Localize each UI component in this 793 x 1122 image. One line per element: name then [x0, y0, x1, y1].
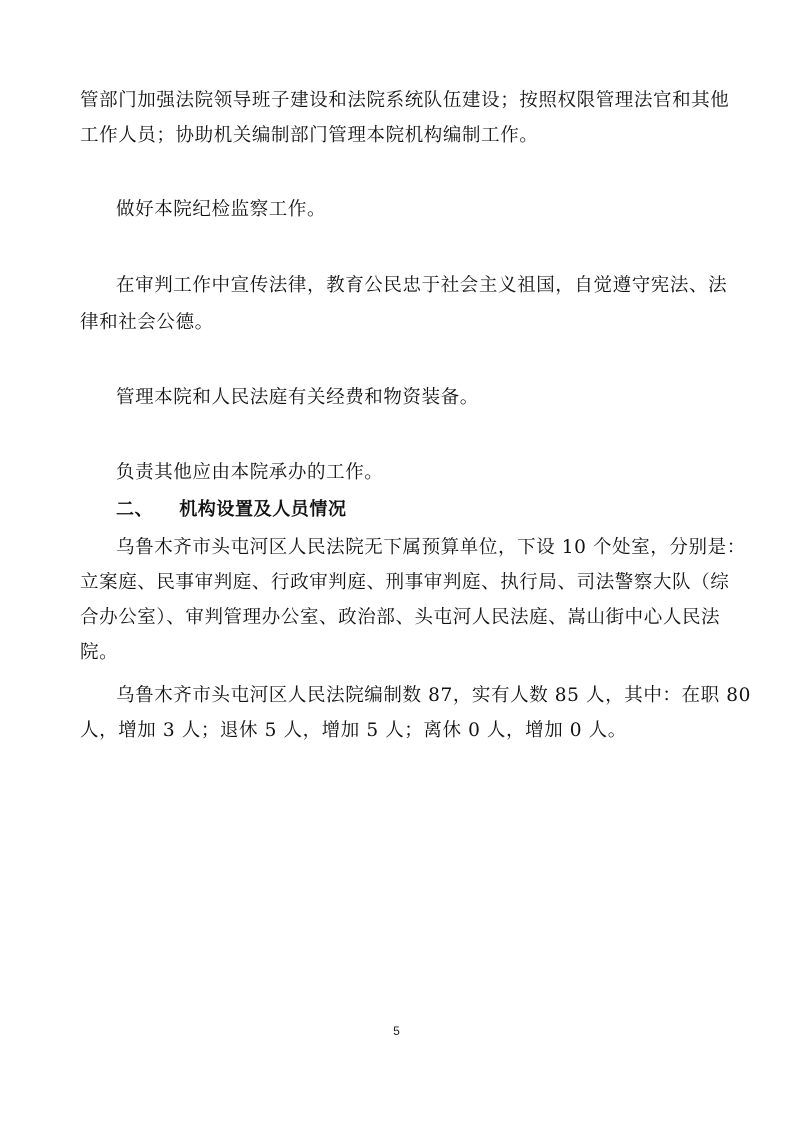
section-heading	[116, 498, 347, 522]
paragraph-line: 管部门加强法院领导班子建设和法院系统队伍建设；按照权限管理法官和其他	[80, 90, 730, 111]
paragraph-line: 乌鲁木齐市头屯河区人民法院无下属预算单位，下设 10 个处室，分别是：	[116, 537, 746, 558]
section-number: 二、	[116, 499, 154, 520]
paragraph-line: 人，增加 3 人；退休 5 人，增加 5 人；离休 0 人，增加 0 人。	[80, 720, 627, 741]
page-number: 5	[393, 1024, 400, 1038]
paragraph-line: 在审判工作中宣传法律，教育公民忠于社会主义祖国，自觉遵守宪法、法	[116, 275, 728, 296]
paragraph-line: 管理本院和人民法庭有关经费和物资装备。	[116, 387, 479, 408]
paragraph-line: 院。	[80, 642, 119, 663]
paragraph-line: 乌鲁木齐市头屯河区人民法院编制数 87，实有人数 85 人，其中：在职 80	[116, 685, 751, 706]
paragraph-line: 合办公室）、审判管理办公室、政治部、头屯河人民法庭、嵩山街中心人民法	[80, 607, 721, 628]
paragraph-line: 做好本院纪检监察工作。	[116, 199, 327, 220]
paragraph-line: 立案庭、民事审判庭、行政审判庭、刑事审判庭、执行局、司法警察大队（综	[80, 572, 730, 593]
section-title: 机构设置及人员情况	[179, 499, 347, 520]
paragraph-line: 律和社会公德。	[80, 312, 214, 333]
paragraph-line: 负责其他应由本院承办的工作。	[116, 462, 384, 483]
paragraph-line: 工作人员；协助机关编制部门管理本院机构编制工作。	[80, 125, 539, 146]
